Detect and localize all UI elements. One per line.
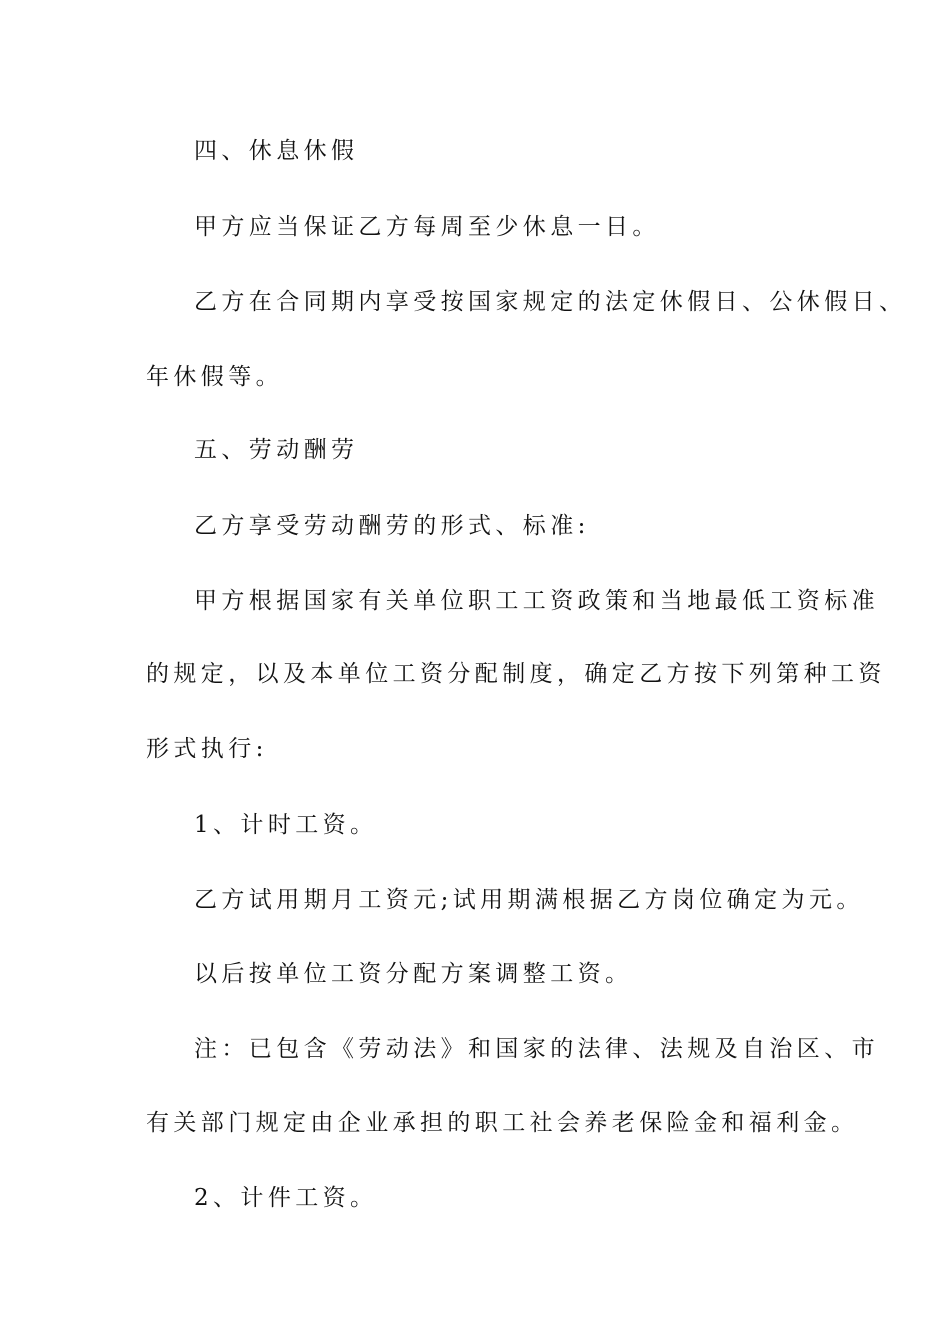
section-heading-rest-leave: 四、休息休假 [194,138,359,164]
paragraph-line: 年休假等。 [146,364,283,390]
note-line: 注：已包含《劳动法》和国家的法律、法规及自治区、市 [194,1036,879,1062]
paragraph-line: 甲方应当保证乙方每周至少休息一日。 [194,214,660,240]
note-line: 有关部门规定由企业承担的职工社会养老保险金和福利金。 [146,1110,859,1136]
paragraph-line: 甲方根据国家有关单位职工工资政策和当地最低工资标准 [194,588,879,614]
paragraph-line: 乙方享受劳动酬劳的形式、标准: [194,513,590,539]
section-heading-remuneration: 五、劳动酬劳 [194,437,359,463]
paragraph-line: 的规定，以及本单位工资分配制度，确定乙方按下列第种工资 [146,661,886,687]
paragraph-line: 乙方在合同期内享受按国家规定的法定休假日、公休假日、 [194,289,907,315]
paragraph-line: 以后按单位工资分配方案调整工资。 [194,961,633,987]
list-item-piece-wage: 2、计件工资。 [194,1185,378,1211]
paragraph-line: 乙方试用期月工资元;试用期满根据乙方岗位确定为元。 [194,887,864,913]
list-item-hourly-wage: 1、计时工资。 [194,812,378,838]
paragraph-line: 形式执行: [146,736,268,762]
